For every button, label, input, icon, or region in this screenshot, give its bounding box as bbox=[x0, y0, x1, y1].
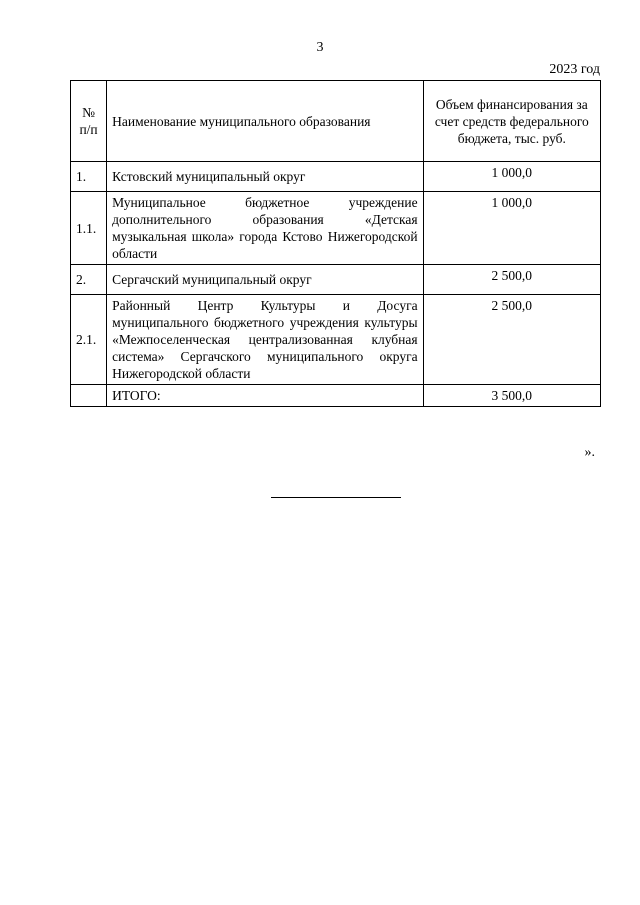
row-name: ИТОГО: bbox=[107, 385, 424, 407]
table-row bbox=[71, 385, 601, 407]
row-name: Сергачский муниципальный округ bbox=[107, 265, 424, 295]
page-number: 3 bbox=[316, 40, 324, 55]
row-name: Районный Центр Культуры и Досуга муниципального бюджетного учреждения культуры «Межпоселенческая централизованная клубная система» Сергачского муниципального округа Нижегородской области bbox=[107, 295, 424, 385]
financing-table bbox=[70, 80, 601, 407]
table-header-row bbox=[71, 81, 601, 162]
row-num: 1.1. bbox=[71, 192, 107, 265]
row-num bbox=[71, 385, 107, 407]
row-amount: 1 000,0 bbox=[423, 192, 600, 265]
table-row bbox=[71, 162, 601, 192]
separator-line bbox=[271, 497, 401, 498]
table-row bbox=[71, 192, 601, 265]
row-amount: 2 500,0 bbox=[423, 295, 600, 385]
row-amount: 3 500,0 bbox=[423, 385, 600, 407]
row-amount: 1 000,0 bbox=[423, 162, 600, 192]
closing-quote: ». bbox=[584, 445, 595, 460]
row-amount: 2 500,0 bbox=[423, 265, 600, 295]
header-name: Наименование муниципального образования bbox=[107, 81, 424, 162]
year-label: 2023 год bbox=[549, 62, 600, 77]
row-num: 2. bbox=[71, 265, 107, 295]
row-num: 2.1. bbox=[71, 295, 107, 385]
table-row bbox=[71, 295, 601, 385]
header-num: № п/п bbox=[71, 81, 107, 162]
row-name: Кстовский муниципальный округ bbox=[107, 162, 424, 192]
row-name: Муниципальное бюджетное учреждение дополнительного образования «Детская музыкальная школа» города Кстово Нижегородской области bbox=[107, 192, 424, 265]
row-num: 1. bbox=[71, 162, 107, 192]
table-row bbox=[71, 265, 601, 295]
header-amount: Объем финансирования за счет средств федерального бюджета, тыс. руб. bbox=[423, 81, 600, 162]
